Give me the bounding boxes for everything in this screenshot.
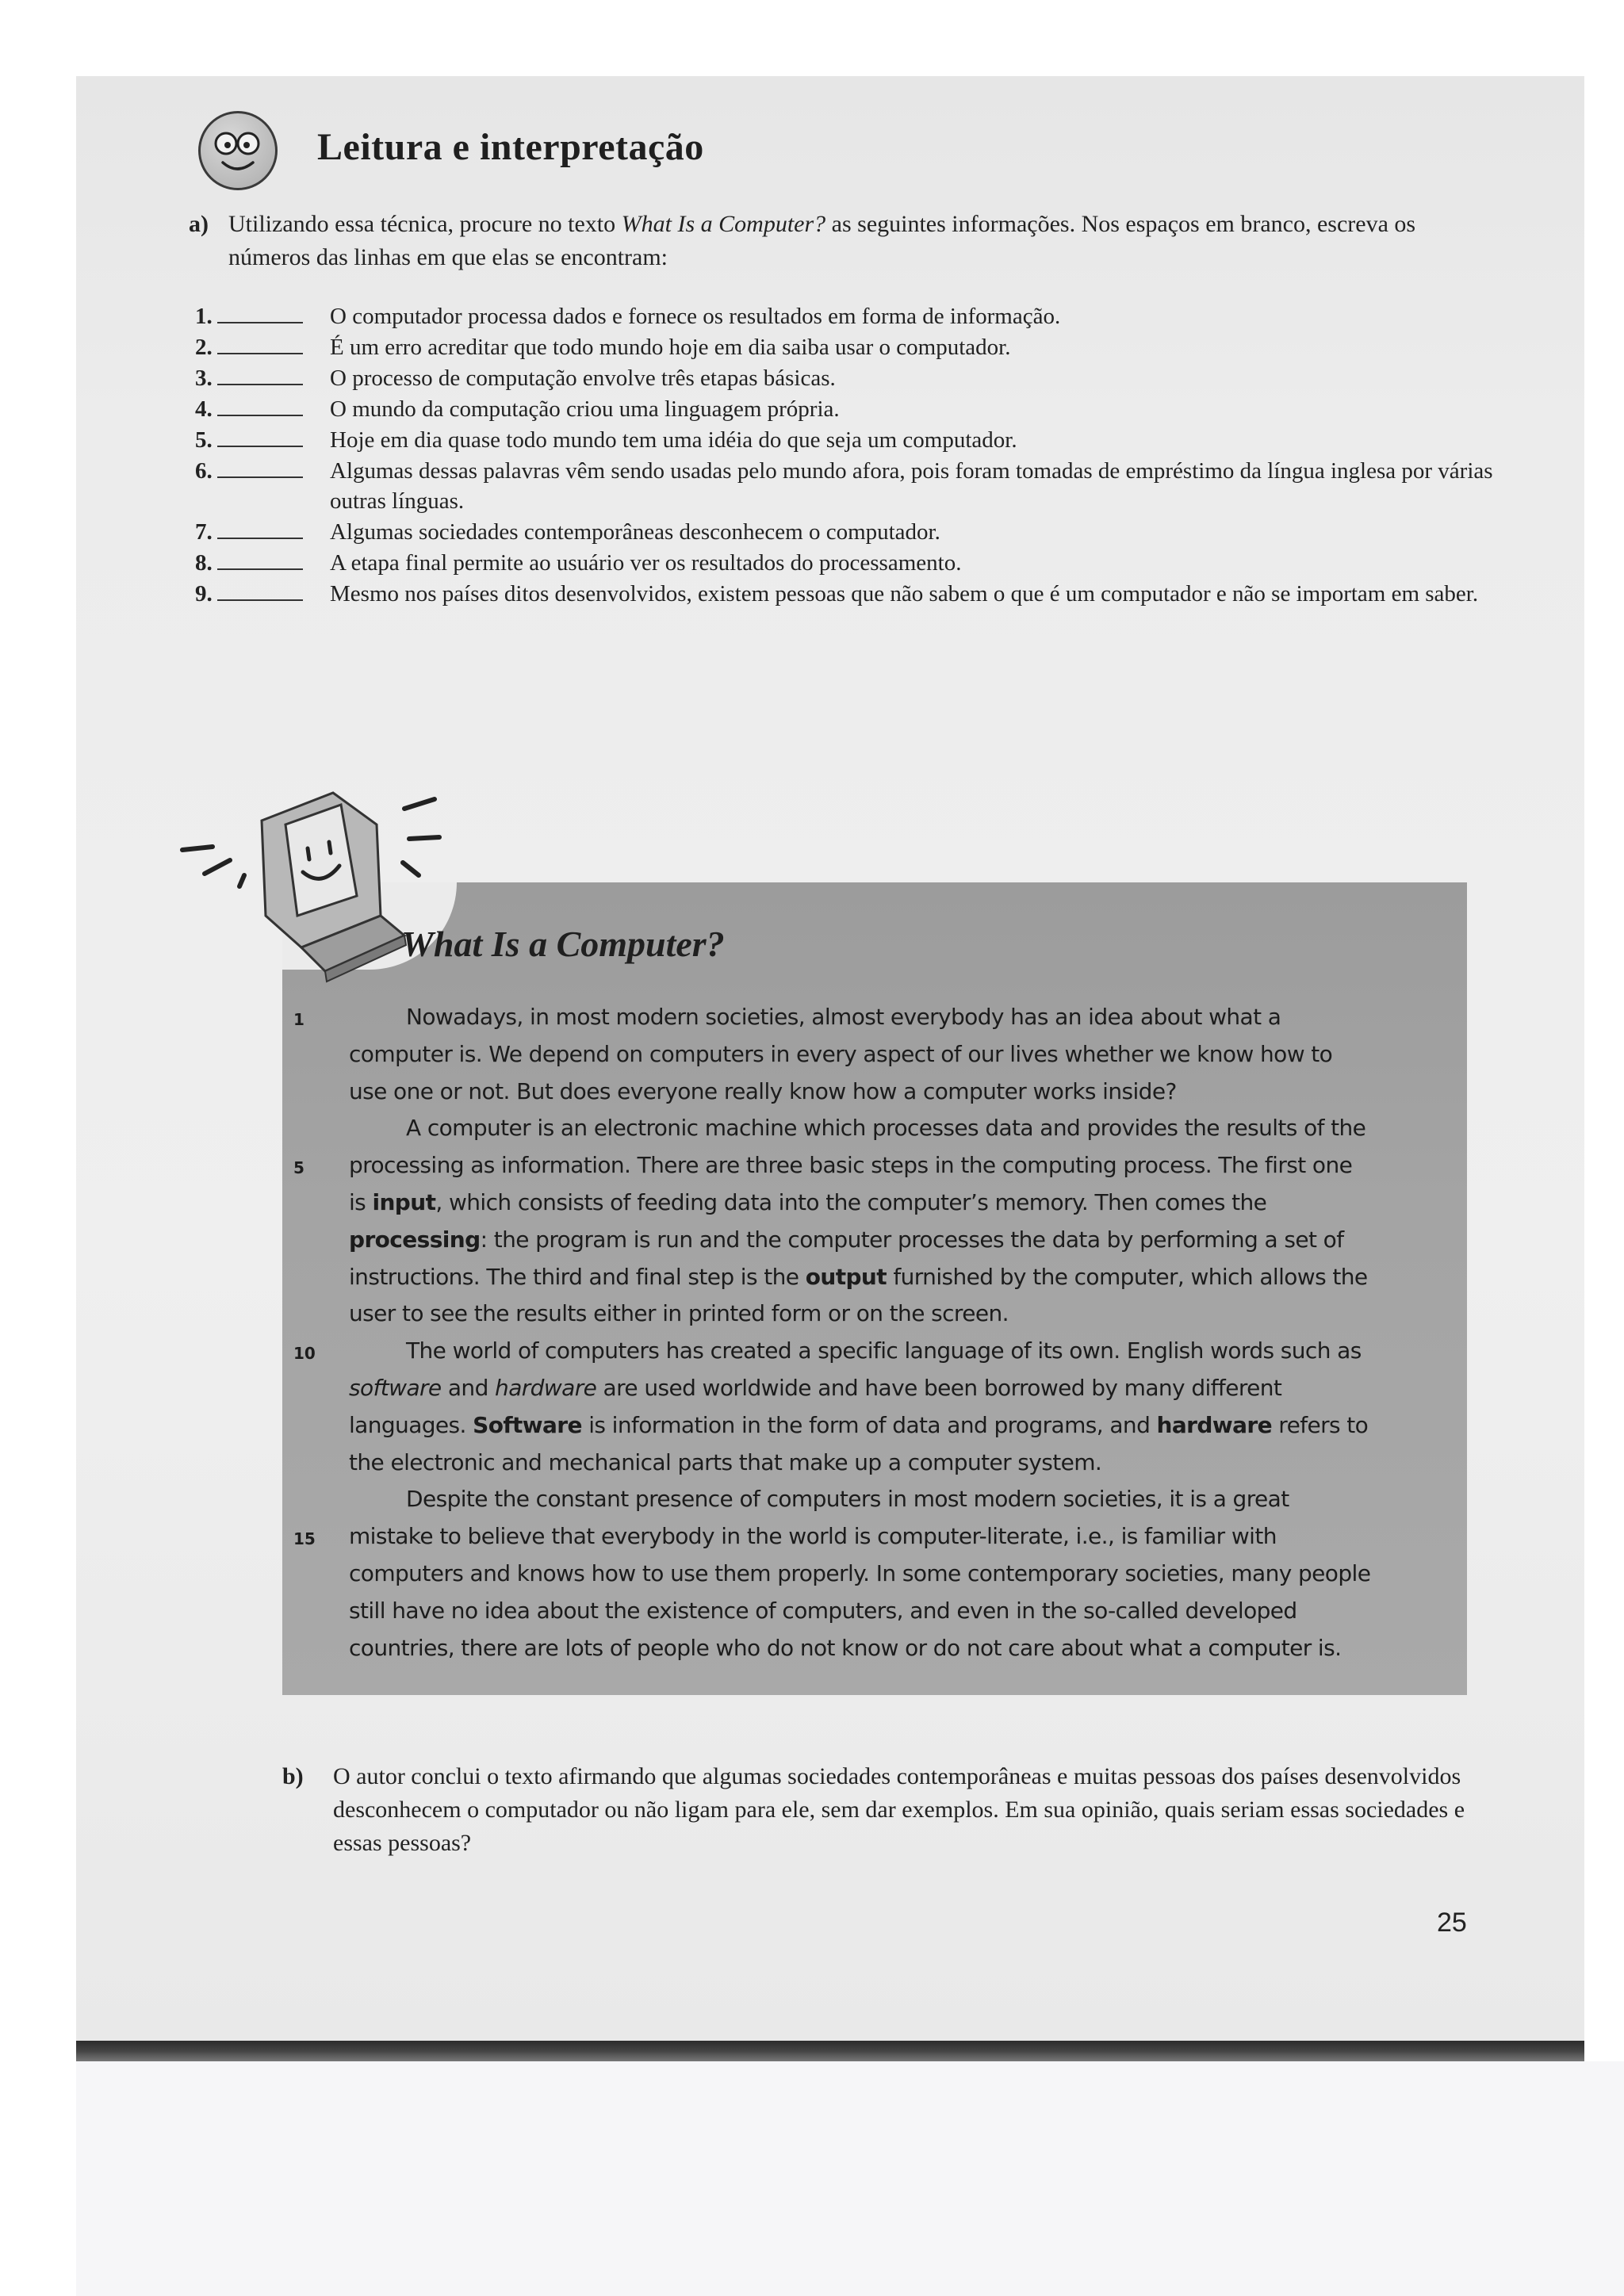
answer-item [195, 579, 1496, 609]
answer-item [195, 548, 1496, 578]
paragraph-text: refers to the electronic and mechanical parts that make up a computer system. [349, 1411, 1369, 1475]
line-number: 5 [293, 1158, 304, 1177]
answer-blank[interactable] [217, 446, 303, 447]
paragraph-text: are used worldwide and have been borrowed by many different languages. [349, 1374, 1282, 1438]
answer-item [195, 332, 1496, 362]
question-b-label: b) [282, 1763, 304, 1789]
answer-blank[interactable] [217, 415, 303, 416]
item-text: Algumas sociedades contemporâneas desconhecem o computador. [330, 519, 940, 545]
item-number: 8. [195, 550, 213, 576]
page-number: 25 [1437, 1908, 1467, 1938]
reading-title: What Is a Computer? [401, 924, 725, 964]
question-a-text [228, 208, 1481, 274]
item-number: 2. [195, 335, 213, 360]
reading-paragraph-4: Despite the constant presence of computers in most modern societies, it is a great mistake to believe that everybody in the world is computer-literate, i.e., is familiar with computers and knows how to use them properly. In some contemporary societies, many people still have no idea about the existence of computers, and even in the so-called developed countries, there are lots of people who do not know or do not care about what a computer is. [349, 1486, 1371, 1661]
reading-paragraph-2 [349, 1110, 1372, 1333]
section-title: Leitura e interpretação [317, 126, 704, 168]
keyword-hardware: hardware [1156, 1411, 1272, 1438]
item-number: 5. [195, 427, 213, 453]
line-number: 1 [293, 1010, 304, 1029]
answer-item [195, 394, 1496, 424]
item-text: A etapa final permite ao usuário ver os resultados do processamento. [330, 550, 962, 576]
question-b-text: O autor conclui o texto afirmando que algumas sociedades contemporâneas e muitas pessoas dos países desenvolvidos desconhecem o computador ou não ligam para ele, sem dar exemplos. Em sua opinião, quais seriam essas sociedades e essas pessoas? [333, 1763, 1465, 1856]
question-a-label: a) [189, 211, 209, 237]
keyword-software: Software [473, 1411, 582, 1438]
term-software: software [349, 1374, 442, 1401]
question-b [282, 1760, 1472, 1860]
line-number: 10 [293, 1344, 316, 1363]
item-number: 3. [195, 365, 213, 391]
reading-paragraph-1: Nowadays, in most modern societies, almost everybody has an idea about what a computer is. We depend on computers in every aspect of our lives whether we know how to use one or not. But does everyone really know how a computer works inside? [349, 1004, 1333, 1104]
reading-body [349, 999, 1372, 1667]
scan-background [76, 2061, 1624, 2296]
item-text: É um erro acreditar que todo mundo hoje em dia saiba usar o computador. [330, 335, 1011, 360]
item-text: Hoje em dia quase todo mundo tem uma idéia do que seja um computador. [330, 427, 1017, 453]
item-text: Mesmo nos países ditos desenvolvidos, existem pessoas que não sabem o que é um computador e não se importam em saber. [330, 581, 1479, 607]
answer-blank[interactable] [217, 476, 303, 478]
item-text: O computador processa dados e fornece os resultados em forma de informação. [330, 304, 1061, 329]
answer-item [195, 425, 1496, 455]
reading-paragraph-3 [349, 1333, 1372, 1481]
question-a-text-start: Utilizando essa técnica, procure no texto [228, 211, 622, 237]
line-number: 15 [293, 1529, 316, 1548]
keyword-output: output [805, 1263, 887, 1290]
answer-blank[interactable] [217, 538, 303, 539]
paragraph-text: A computer is an electronic machine which processes data and provides the results of the processing as information. There are three basic steps in the computing process. The first one is [349, 1115, 1366, 1215]
answer-blank[interactable] [217, 353, 303, 354]
item-number: 6. [195, 458, 213, 484]
answer-item [195, 517, 1496, 547]
keyword-processing: processing [349, 1226, 481, 1253]
paragraph-text: and [441, 1374, 496, 1401]
answer-items-list [195, 301, 1496, 610]
item-text: Algumas dessas palavras vêm sendo usadas pelo mundo afora, pois foram tomadas de empréstimo da língua inglesa por várias outras línguas. [330, 458, 1493, 514]
answer-item [195, 456, 1496, 516]
item-number: 7. [195, 519, 213, 545]
item-text: O mundo da computação criou uma linguagem própria. [330, 396, 840, 422]
smiley-reading-icon [198, 111, 278, 190]
term-hardware: hardware [495, 1374, 597, 1401]
item-text: O processo de computação envolve três etapas básicas. [330, 365, 836, 391]
question-a-text-title: What Is a Computer? [621, 211, 826, 237]
question-a-text-end: as seguintes informações. Nos espaços em branco, escreva os números das linhas em que elas se encontram: [228, 211, 1416, 270]
answer-item [195, 301, 1496, 331]
answer-blank[interactable] [217, 568, 303, 570]
item-number: 4. [195, 396, 213, 422]
item-number: 1. [195, 304, 213, 329]
question-a [189, 208, 1481, 274]
paragraph-text: , which consists of feeding data into the computer’s memory. Then comes the [435, 1188, 1267, 1215]
answer-blank[interactable] [217, 599, 303, 601]
answer-blank[interactable] [217, 384, 303, 385]
scan-margin [0, 0, 76, 2296]
paragraph-text: The world of computers has created a specific language of its own. English words such as [406, 1337, 1362, 1364]
keyword-input: input [372, 1188, 436, 1215]
answer-blank[interactable] [217, 322, 303, 323]
page-edge-shadow [76, 2041, 1584, 2061]
paragraph-text: : the program is run and the computer processes the data by performing a set of instructions. The third and final step is the [349, 1226, 1344, 1290]
item-number: 9. [195, 581, 213, 607]
paragraph-text: furnished by the computer, which allows the user to see the results either in printed form or on the screen. [349, 1263, 1368, 1327]
paragraph-text: is information in the form of data and programs, and [581, 1411, 1157, 1438]
answer-item [195, 363, 1496, 393]
